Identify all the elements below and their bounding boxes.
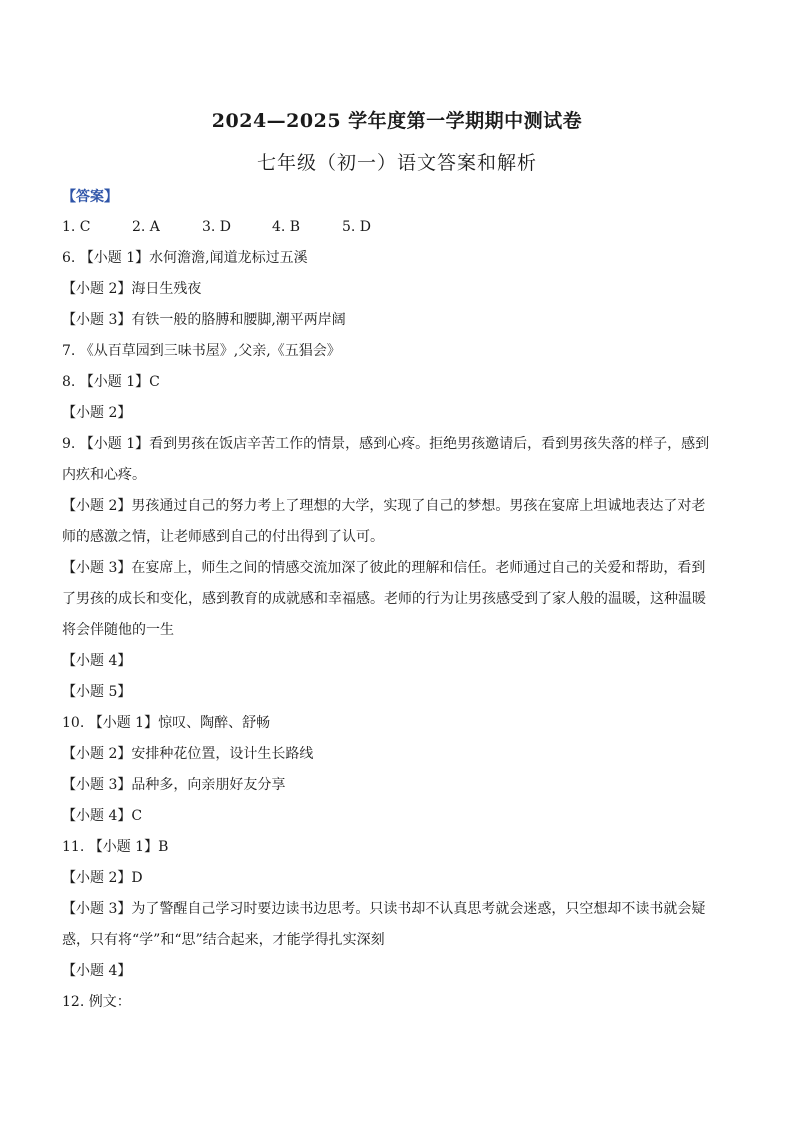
answer-line: 12. 例文：	[62, 994, 131, 1010]
answer-line: 了男孩的成长和变化，感到教育的成就感和幸福感。老师的行为让男孩感受到了家人般的温暖，这种温暖	[62, 591, 706, 607]
answer-line: 【小题 5】	[62, 684, 132, 700]
answer-line: 【小题 3】有铁一般的胳膊和腰脚,潮平两岸阔	[62, 312, 346, 328]
answer-line: 11. 【小题 1】B	[62, 839, 169, 855]
answer-line: 【小题 2】安排种花位置，设计生长路线	[62, 746, 314, 762]
answer-line: 【小题 3】品种多，向亲朋好友分享	[62, 777, 286, 793]
answer-line: 【小题 4】	[62, 963, 132, 979]
answer-line: 【小题 4】C	[62, 808, 143, 824]
answer-line: 8. 【小题 1】C	[62, 374, 160, 390]
answer-line: 【小题 3】在宴席上，师生之间的情感交流加深了彼此的理解和信任。老师通过自己的关爱和帮助，看到	[62, 560, 706, 576]
answer-line: 6. 【小题 1】水何澹澹,闻道龙标过五溪	[62, 250, 308, 266]
answer-line: 内疚和心疼。	[62, 467, 146, 483]
answer-line: 【小题 3】为了警醒自己学习时要边读书边思考。只读书却不认真思考就会迷惑，只空想却不读书就会疑	[62, 901, 706, 917]
answer-line: 7. 《从百草园到三味书屋》,父亲,《五猖会》	[62, 343, 341, 359]
mc-answer-4: 4. B	[272, 219, 301, 235]
answer-line: 将会伴随他的一生	[62, 622, 174, 638]
answer-line: 【小题 2】海日生残夜	[62, 281, 202, 297]
mc-answer-2: 2. A	[132, 219, 160, 235]
multiple-choice-answers	[62, 212, 732, 243]
answer-line: 【小题 2】男孩通过自己的努力考上了理想的大学，实现了自己的梦想。男孩在宴席上坦诚地表达了对老	[62, 498, 706, 514]
answer-line: 惑，只有将“学”和“思”结合起来，才能学得扎实深刻	[62, 932, 385, 948]
answer-label: 【答案】	[62, 189, 118, 205]
answer-line: 【小题 2】D	[62, 870, 143, 886]
answer-line: 【小题 2】	[62, 405, 132, 421]
mc-answer-5: 5. D	[342, 219, 372, 235]
document-title: 2024—2025 学年度第一学期期中测试卷	[211, 110, 583, 132]
answer-line: 【小题 4】	[62, 653, 132, 669]
answer-label-line	[62, 182, 732, 212]
document-subtitle: 七年级（初一）语文答案和解析	[256, 152, 537, 174]
answer-line: 9. 【小题 1】看到男孩在饭店辛苦工作的情景，感到心疼。拒绝男孩邀请后，看到男孩失落的样子，感到	[62, 436, 710, 452]
mc-answer-1: 1. C	[62, 219, 91, 235]
answer-line: 10. 【小题 1】惊叹、陶醉、舒畅	[62, 715, 271, 731]
answer-line: 师的感激之情，让老师感到自己的付出得到了认可。	[62, 529, 384, 545]
mc-answer-3: 3. D	[202, 219, 232, 235]
answer-body	[62, 182, 732, 1018]
